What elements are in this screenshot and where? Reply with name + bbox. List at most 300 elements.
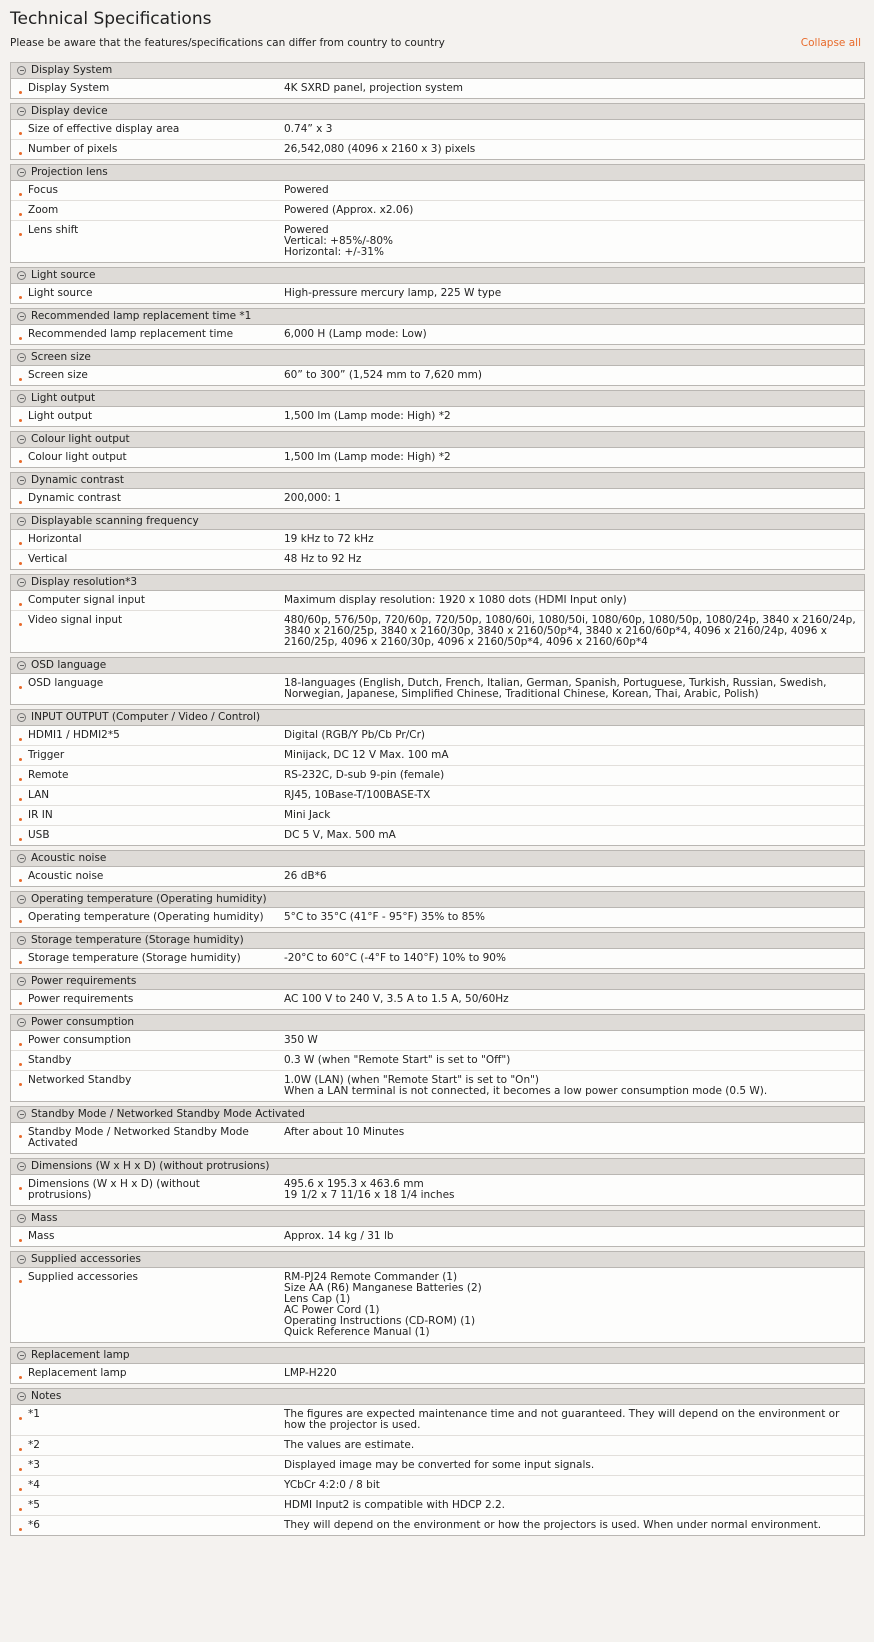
section-header[interactable]: [11, 1252, 864, 1268]
bullet-dot-icon: [19, 961, 22, 964]
spec-section: [10, 103, 865, 160]
bullet-dot-icon: [19, 1002, 22, 1005]
spec-value: 48 Hz to 92 Hz: [284, 553, 362, 565]
spec-label-cell: [11, 770, 266, 781]
spec-section: [10, 472, 865, 509]
section-header[interactable]: [11, 350, 864, 366]
spec-section: [10, 308, 865, 345]
bullet-dot-icon: [19, 798, 22, 801]
bullet-dot-icon: [19, 419, 22, 422]
spec-row: [11, 1050, 864, 1070]
collapse-minus-icon[interactable]: [17, 168, 26, 177]
spec-row: [11, 908, 864, 927]
spec-label: IR IN: [28, 809, 53, 821]
section-title: Operating temperature (Operating humidity): [31, 893, 267, 905]
spec-value: 4K SXRD panel, projection system: [284, 82, 464, 94]
collapse-minus-icon[interactable]: [17, 312, 26, 321]
bullet-dot-icon: [19, 542, 22, 545]
page-subtitle: Please be aware that the features/specifications can differ from country to country: [10, 37, 445, 49]
spec-label-cell: [11, 1055, 266, 1066]
spec-label-cell: [11, 185, 266, 196]
spec-row: [11, 1405, 864, 1435]
bullet-dot-icon: [19, 1063, 22, 1066]
spec-label: *2: [28, 1439, 40, 1451]
bullet-dot-icon: [19, 1376, 22, 1379]
spec-label: Horizontal: [28, 533, 82, 545]
spec-row: [11, 1435, 864, 1455]
spec-label: OSD language: [28, 677, 104, 689]
spec-section: [10, 267, 865, 304]
spec-label: Light output: [28, 410, 93, 422]
spec-label-cell: [11, 1035, 266, 1046]
spec-label-cell: [11, 1440, 266, 1451]
spec-value: 1,500 lm (Lamp mode: High) *2: [284, 410, 451, 422]
spec-label-cell: [11, 452, 266, 463]
spec-label-cell: [11, 994, 266, 1005]
spec-label-cell: [11, 1500, 266, 1511]
spec-section: [10, 390, 865, 427]
spec-value: 26 dB*6: [284, 870, 327, 882]
spec-label: Focus: [28, 184, 58, 196]
spec-section: [10, 657, 865, 705]
bullet-dot-icon: [19, 193, 22, 196]
spec-row: [11, 200, 864, 220]
bullet-dot-icon: [19, 460, 22, 463]
spec-label: Vertical: [28, 553, 68, 565]
collapse-minus-icon[interactable]: [17, 353, 26, 362]
spec-value: The figures are expected maintenance time and not guaranteed. They will depend on the environment or how the projector is used.: [284, 1408, 840, 1431]
spec-label-cell: [11, 83, 266, 94]
spec-label: Screen size: [28, 369, 88, 381]
section-title: Recommended lamp replacement time *1: [31, 310, 252, 322]
spec-value: 26,542,080 (4096 x 2160 x 3) pixels: [284, 143, 476, 155]
spec-row: [11, 1070, 864, 1101]
spec-label-cell: [11, 1480, 266, 1491]
spec-label: Colour light output: [28, 451, 127, 463]
section-header[interactable]: [11, 1159, 864, 1175]
spec-label: Trigger: [28, 749, 65, 761]
section-title: Display resolution*3: [31, 576, 138, 588]
collapse-all-link[interactable]: Collapse all: [800, 37, 861, 49]
bullet-dot-icon: [19, 501, 22, 504]
spec-label-cell: [11, 678, 266, 700]
spec-label: Mass: [28, 1230, 55, 1242]
spec-label-cell: [11, 144, 266, 155]
collapse-minus-icon[interactable]: [17, 1018, 26, 1027]
section-title: Colour light output: [31, 433, 130, 445]
spec-row: [11, 1455, 864, 1475]
collapse-minus-icon[interactable]: [17, 1351, 26, 1360]
collapse-minus-icon[interactable]: [17, 713, 26, 722]
spec-row: [11, 745, 864, 765]
spec-label: Dynamic contrast: [28, 492, 121, 504]
collapse-minus-icon[interactable]: [17, 66, 26, 75]
section-title: Dynamic contrast: [31, 474, 124, 486]
section-header[interactable]: [11, 1348, 864, 1364]
bullet-dot-icon: [19, 1239, 22, 1242]
spec-section: [10, 574, 865, 653]
spec-label-cell: [11, 1409, 266, 1431]
section-header[interactable]: [11, 974, 864, 990]
section-header[interactable]: [11, 575, 864, 591]
section-title: INPUT OUTPUT (Computer / Video / Control): [31, 711, 261, 723]
collapse-minus-icon[interactable]: [17, 1255, 26, 1264]
section-header[interactable]: [11, 710, 864, 726]
spec-label-cell: [11, 595, 266, 606]
spec-row: [11, 139, 864, 159]
spec-section: [10, 932, 865, 969]
spec-label-cell: [11, 1075, 266, 1097]
bullet-dot-icon: [19, 686, 22, 689]
section-title: Supplied accessories: [31, 1253, 141, 1265]
spec-row: [11, 530, 864, 549]
section-header[interactable]: [11, 1015, 864, 1031]
section-header[interactable]: [11, 658, 864, 674]
spec-label: HDMI1 / HDMI2*5: [28, 729, 120, 741]
page-title: Technical Specifications: [10, 9, 212, 29]
spec-value: RJ45, 10Base-T/100BASE-TX: [284, 789, 431, 801]
subtitle-row: [10, 36, 864, 62]
spec-row: [11, 1175, 864, 1205]
bullet-dot-icon: [19, 1508, 22, 1511]
spec-label: USB: [28, 829, 50, 841]
bullet-dot-icon: [19, 132, 22, 135]
spec-section: [10, 1251, 865, 1343]
spec-row: [11, 726, 864, 745]
section-title: Light output: [31, 392, 96, 404]
section-header[interactable]: [11, 851, 864, 867]
spec-value: Digital (RGB/Y Pb/Cb Pr/Cr): [284, 729, 426, 741]
spec-label: Lens shift: [28, 224, 79, 236]
spec-section: [10, 891, 865, 928]
spec-value: 0.3 W (when "Remote Start" is set to "Off"): [284, 1054, 511, 1066]
spec-row: [11, 867, 864, 886]
spec-label-cell: [11, 1460, 266, 1471]
collapse-minus-icon[interactable]: [17, 854, 26, 863]
section-header[interactable]: [11, 933, 864, 949]
spec-row: [11, 1495, 864, 1515]
spec-row: [11, 990, 864, 1009]
collapse-minus-icon[interactable]: [17, 977, 26, 986]
section-title: Display System: [31, 64, 113, 76]
section-header[interactable]: [11, 1211, 864, 1227]
spec-label-cell: [11, 225, 266, 258]
bullet-dot-icon: [19, 1488, 22, 1491]
collapse-minus-icon[interactable]: [17, 1392, 26, 1401]
spec-row: [11, 489, 864, 508]
bullet-dot-icon: [19, 91, 22, 94]
section-header[interactable]: [11, 514, 864, 530]
spec-label: Acoustic noise: [28, 870, 104, 882]
spec-row: [11, 785, 864, 805]
section-header[interactable]: [11, 892, 864, 908]
spec-label: Size of effective display area: [28, 123, 180, 135]
spec-value: 60” to 300” (1,524 mm to 7,620 mm): [284, 369, 482, 381]
spec-value: Powered (Approx. x2.06): [284, 204, 414, 216]
collapse-minus-icon[interactable]: [17, 394, 26, 403]
spec-label-cell: [11, 329, 266, 340]
bullet-dot-icon: [19, 1187, 22, 1190]
section-header[interactable]: [11, 391, 864, 407]
spec-label-cell: [11, 205, 266, 216]
spec-label: Replacement lamp: [28, 1367, 127, 1379]
collapse-minus-icon[interactable]: [17, 476, 26, 485]
spec-label-cell: [11, 790, 266, 801]
collapse-minus-icon[interactable]: [17, 517, 26, 526]
spec-value: 6,000 H (Lamp mode: Low): [284, 328, 427, 340]
bullet-dot-icon: [19, 879, 22, 882]
section-header[interactable]: [11, 309, 864, 325]
section-header[interactable]: [11, 63, 864, 79]
spec-value: Maximum display resolution: 1920 x 1080 dots (HDMI Input only): [284, 594, 627, 606]
spec-value: RS-232C, D-sub 9-pin (female): [284, 769, 445, 781]
spec-value: Approx. 14 kg / 31 lb: [284, 1230, 394, 1242]
spec-value: They will depend on the environment or how the projectors is used. When under normal environment.: [284, 1519, 822, 1531]
spec-section: [10, 513, 865, 570]
spec-label-cell: [11, 124, 266, 135]
collapse-minus-icon[interactable]: [17, 1110, 26, 1119]
bullet-dot-icon: [19, 337, 22, 340]
spec-section: [10, 1014, 865, 1102]
spec-row: [11, 220, 864, 262]
spec-label: Recommended lamp replacement time: [28, 328, 234, 340]
section-header[interactable]: [11, 1107, 864, 1123]
section-title: Projection lens: [31, 166, 108, 178]
spec-label-cell: [11, 370, 266, 381]
spec-row: [11, 805, 864, 825]
spec-label-cell: [11, 1231, 266, 1242]
spec-label: Remote: [28, 769, 69, 781]
spec-label: *3: [28, 1459, 40, 1471]
bullet-dot-icon: [19, 1280, 22, 1283]
spec-row: [11, 79, 864, 98]
bullet-dot-icon: [19, 1448, 22, 1451]
section-title: Screen size: [31, 351, 91, 363]
spec-label-cell: [11, 1520, 266, 1531]
bullet-dot-icon: [19, 1417, 22, 1420]
spec-value: -20°C to 60°C (-4°F to 140°F) 10% to 90%: [284, 952, 506, 964]
spec-label: Storage temperature (Storage humidity): [28, 952, 241, 964]
spec-label: *4: [28, 1479, 40, 1491]
collapse-minus-icon[interactable]: [17, 578, 26, 587]
spec-label: Standby Mode / Networked Standby Mode Activated: [28, 1126, 249, 1149]
spec-section: [10, 973, 865, 1010]
section-header[interactable]: [11, 165, 864, 181]
spec-row: [11, 1123, 864, 1153]
spec-label: LAN: [28, 789, 50, 801]
spec-value: Minijack, DC 12 V Max. 100 mA: [284, 749, 449, 761]
spec-value: 5°C to 35°C (41°F - 95°F) 35% to 85%: [284, 911, 485, 923]
spec-value: 19 kHz to 72 kHz: [284, 533, 374, 545]
spec-value: 200,000: 1: [284, 492, 341, 504]
spec-sections: [10, 62, 865, 1536]
spec-label: *1: [28, 1408, 40, 1420]
spec-label-cell: [11, 871, 266, 882]
spec-row: [11, 1227, 864, 1246]
collapse-minus-icon[interactable]: [17, 936, 26, 945]
section-title: Notes: [31, 1390, 62, 1402]
spec-row: [11, 1515, 864, 1535]
bullet-dot-icon: [19, 1083, 22, 1086]
spec-row: [11, 1475, 864, 1495]
section-title: Acoustic noise: [31, 852, 107, 864]
spec-label-cell: [11, 953, 266, 964]
spec-label-cell: [11, 534, 266, 545]
bullet-dot-icon: [19, 562, 22, 565]
spec-value: RM-PJ24 Remote Commander (1) Size AA (R6) Manganese Batteries (2) Lens Cap (1) AC Power Cord (1) Operating Instructions (CD-ROM) (1) Quick Reference Manual (1): [284, 1271, 482, 1338]
spec-row: [11, 407, 864, 426]
bullet-dot-icon: [19, 233, 22, 236]
spec-section: [10, 62, 865, 99]
spec-row: [11, 448, 864, 467]
spec-value: 350 W: [284, 1034, 318, 1046]
section-header[interactable]: [11, 104, 864, 120]
spec-label: Light source: [28, 287, 93, 299]
spec-label-cell: [11, 830, 266, 841]
spec-value: High-pressure mercury lamp, 225 W type: [284, 287, 502, 299]
spec-value: 480/60p, 576/50p, 720/60p, 720/50p, 1080/60i, 1080/50i, 1080/60p, 1080/50p, 1080/24p, 3840 x 2160/24p, 3840 x 2160/25p, 3840 x 2160/30p, 3840 x 2160/50p*4, 3840 x 2160/60p*4, 4096 x 2160/24p, 4096 x 2160/25p, 4096 x 2160/30p, 4096 x 2160/50p*4, 4096 x 2160/60p*4: [284, 614, 856, 648]
spec-row: [11, 1031, 864, 1050]
spec-value: Displayed image may be converted for some input signals.: [284, 1459, 595, 1471]
collapse-minus-icon[interactable]: [17, 1214, 26, 1223]
bullet-dot-icon: [19, 1043, 22, 1046]
spec-row: [11, 325, 864, 344]
section-title: Power requirements: [31, 975, 137, 987]
spec-label: Computer signal input: [28, 594, 145, 606]
section-header[interactable]: [11, 1389, 864, 1405]
spec-label: Supplied accessories: [28, 1271, 138, 1283]
section-title: Dimensions (W x H x D) (without protrusions): [31, 1160, 270, 1172]
section-header[interactable]: [11, 268, 864, 284]
spec-row: [11, 674, 864, 704]
bullet-dot-icon: [19, 152, 22, 155]
spec-row: [11, 949, 864, 968]
spec-section: [10, 709, 865, 846]
spec-label-cell: [11, 288, 266, 299]
section-title: Light source: [31, 269, 96, 281]
spec-value: YCbCr 4:2:0 / 8 bit: [284, 1479, 380, 1491]
section-title: Storage temperature (Storage humidity): [31, 934, 244, 946]
spec-value: DC 5 V, Max. 500 mA: [284, 829, 396, 841]
bullet-dot-icon: [19, 296, 22, 299]
spec-label-cell: [11, 554, 266, 565]
spec-value: Powered: [284, 184, 329, 196]
collapse-minus-icon[interactable]: [17, 661, 26, 670]
collapse-minus-icon[interactable]: [17, 895, 26, 904]
spec-label-cell: [11, 750, 266, 761]
spec-label: *6: [28, 1519, 40, 1531]
spec-label-cell: [11, 1368, 266, 1379]
spec-label: Video signal input: [28, 614, 123, 626]
spec-section: [10, 1347, 865, 1384]
collapse-minus-icon[interactable]: [17, 271, 26, 280]
spec-row: [11, 1268, 864, 1342]
spec-row: [11, 591, 864, 610]
spec-label-cell: [11, 411, 266, 422]
spec-label: Power consumption: [28, 1034, 132, 1046]
bullet-dot-icon: [19, 603, 22, 606]
spec-row: [11, 825, 864, 845]
spec-value: After about 10 Minutes: [284, 1126, 405, 1138]
bullet-dot-icon: [19, 838, 22, 841]
spec-value: AC 100 V to 240 V, 3.5 A to 1.5 A, 50/60Hz: [284, 993, 509, 1005]
section-title: Power consumption: [31, 1016, 135, 1028]
bullet-dot-icon: [19, 818, 22, 821]
spec-label: Dimensions (W x H x D) (without protrusions): [28, 1178, 200, 1201]
collapse-minus-icon[interactable]: [17, 1162, 26, 1171]
spec-section: [10, 1210, 865, 1247]
spec-section: [10, 1158, 865, 1206]
spec-row: [11, 181, 864, 200]
section-title: Mass: [31, 1212, 58, 1224]
spec-label-cell: [11, 493, 266, 504]
spec-label-cell: [11, 1127, 266, 1149]
spec-section: [10, 164, 865, 263]
spec-section: [10, 1106, 865, 1154]
bullet-dot-icon: [19, 213, 22, 216]
spec-label: Power requirements: [28, 993, 134, 1005]
spec-label: Display System: [28, 82, 110, 94]
section-title: OSD language: [31, 659, 107, 671]
section-title: Displayable scanning frequency: [31, 515, 199, 527]
spec-label: *5: [28, 1499, 40, 1511]
spec-value: Powered Vertical: +85%/-80% Horizontal: +/-31%: [284, 224, 393, 258]
bullet-dot-icon: [19, 378, 22, 381]
spec-label-cell: [11, 1272, 266, 1338]
collapse-minus-icon[interactable]: [17, 435, 26, 444]
spec-label: Operating temperature (Operating humidity): [28, 911, 264, 923]
spec-row: [11, 765, 864, 785]
spec-value: LMP-H220: [284, 1367, 337, 1379]
bullet-dot-icon: [19, 758, 22, 761]
spec-label: Standby: [28, 1054, 72, 1066]
bullet-dot-icon: [19, 1468, 22, 1471]
bullet-dot-icon: [19, 920, 22, 923]
spec-label-cell: [11, 810, 266, 821]
spec-label: Number of pixels: [28, 143, 118, 155]
spec-label-cell: [11, 615, 266, 648]
bullet-dot-icon: [19, 1135, 22, 1138]
spec-value: The values are estimate.: [284, 1439, 415, 1451]
spec-label-cell: [11, 1179, 266, 1201]
collapse-minus-icon[interactable]: [17, 107, 26, 116]
spec-label: Zoom: [28, 204, 59, 216]
spec-value: HDMI Input2 is compatible with HDCP 2.2.: [284, 1499, 505, 1511]
section-title: Replacement lamp: [31, 1349, 130, 1361]
spec-value: 1.0W (LAN) (when "Remote Start" is set to "On") When a LAN terminal is not connected, it becomes a low power consumption mode (0.5 W).: [284, 1074, 768, 1097]
spec-value: 0.74” x 3: [284, 123, 333, 135]
spec-value: 1,500 lm (Lamp mode: High) *2: [284, 451, 451, 463]
bullet-dot-icon: [19, 623, 22, 626]
spec-row: [11, 120, 864, 139]
spec-row: [11, 366, 864, 385]
spec-row: [11, 284, 864, 303]
spec-value: 18-languages (English, Dutch, French, Italian, German, Spanish, Portuguese, Turkish, Russian, Swedish, Norwegian, Japanese, Simplified Chinese, Traditional Chinese, Korean, Thai, Arabic, Polish): [284, 677, 827, 700]
section-title: Standby Mode / Networked Standby Mode Activated: [31, 1108, 305, 1120]
spec-section: [10, 1388, 865, 1536]
bullet-dot-icon: [19, 738, 22, 741]
bullet-dot-icon: [19, 778, 22, 781]
spec-section: [10, 349, 865, 386]
section-title: Display device: [31, 105, 108, 117]
section-header[interactable]: [11, 432, 864, 448]
spec-row: [11, 610, 864, 652]
spec-row: [11, 1364, 864, 1383]
spec-label: Networked Standby: [28, 1074, 132, 1086]
spec-section: [10, 850, 865, 887]
spec-row: [11, 549, 864, 569]
section-header[interactable]: [11, 473, 864, 489]
